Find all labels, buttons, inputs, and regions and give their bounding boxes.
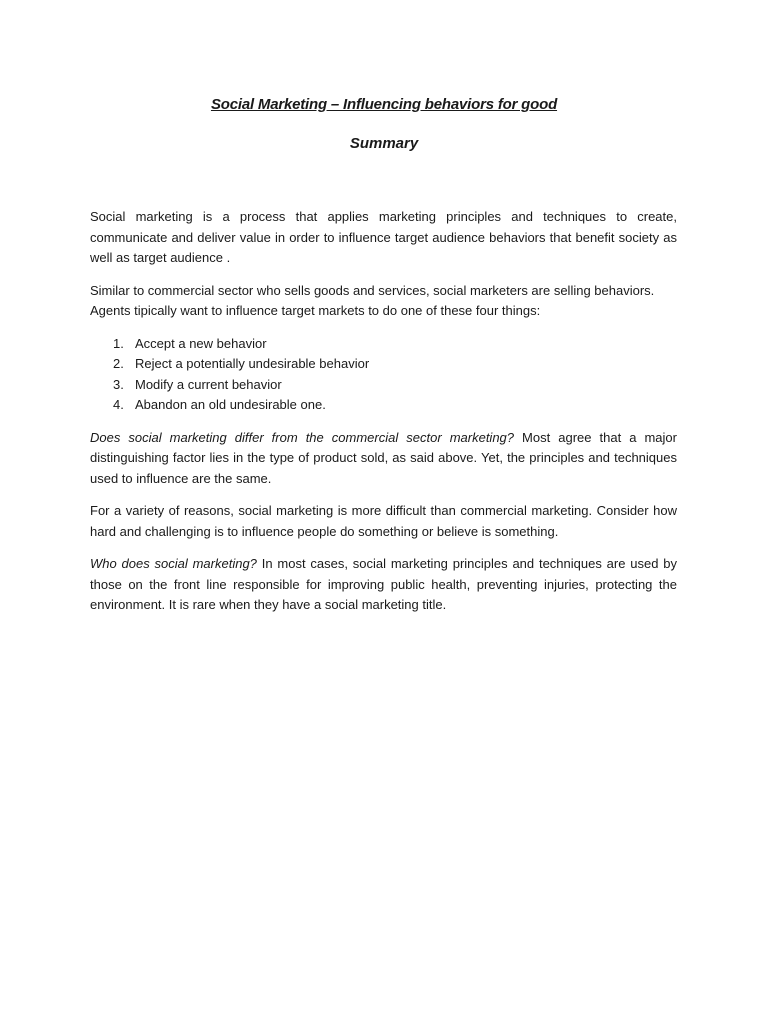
- paragraph-difficulty: For a variety of reasons, social marketing is more difficult than commercial marketing. Consider how hard and challenging is to influence people do something or believe is something.: [90, 503, 677, 539]
- list-text: Accept a new behavior: [135, 335, 267, 351]
- list-number: 2.: [113, 356, 124, 371]
- document-subtitle: Summary: [349, 135, 419, 152]
- list-number: 1.: [113, 335, 124, 351]
- behavior-list: [90, 334, 677, 416]
- paragraph-definition: Social marketing is a process that applies marketing principles and techniques to create, communicate and deliver value in order to influence target audience behaviors that benefit society as well as target audience .: [90, 209, 677, 265]
- list-number: 4.: [113, 397, 124, 412]
- document-body: [90, 207, 677, 628]
- list-text: Reject a potentially undesirable behavior: [135, 356, 370, 371]
- document-title: Social Marketing – Influencing behaviors for good: [210, 96, 558, 113]
- list-item: [90, 334, 677, 355]
- list-number: 3.: [113, 376, 124, 392]
- answer-text: Most agree that a major distinguishing factor lies in the type of product sold, as said above. Yet, the principles and techniques used to influence are the same.: [90, 429, 677, 486]
- list-item: [90, 375, 677, 396]
- list-item: [90, 395, 677, 416]
- question-text: Does social marketing differ from the commercial sector marketing?: [90, 429, 515, 445]
- paragraph-differ: [90, 428, 677, 490]
- list-text: Modify a current behavior: [135, 376, 282, 392]
- answer-text: In most cases, social marketing principles and techniques are used by those on the front line responsible for improving public health, preventing injuries, protecting the environment. It is rare when they have a social marketing title.: [90, 556, 677, 612]
- paragraph-selling-behaviors: Similar to commercial sector who sells goods and services, social marketers are selling behaviors. Agents tipically want to influence target markets to do one of these four things:: [90, 282, 655, 318]
- list-text: Abandon an old undesirable one.: [135, 397, 326, 412]
- question-text: Who does social marketing?: [90, 556, 257, 571]
- list-item: [90, 354, 677, 375]
- paragraph-who: [90, 554, 677, 616]
